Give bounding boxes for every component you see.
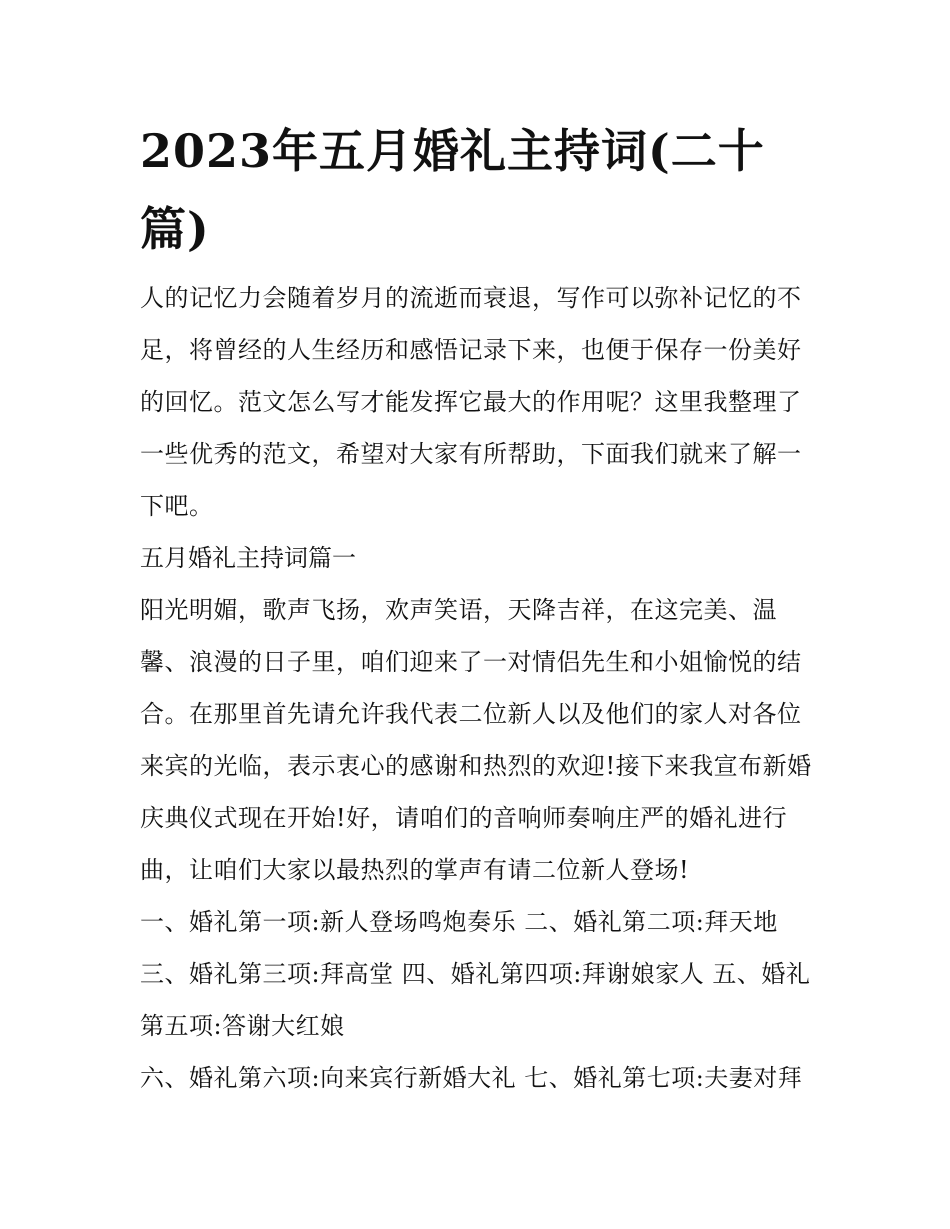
body-paragraph: 阳光明媚，歌声飞扬，欢声笑语，天降吉祥，在这完美、温馨、浪漫的日子里，咱们迎来了一对情侣先生和小姐愉悦的结合。在那里首先请允许我代表二位新人以及他们的家人对各位来宾的光临，表示衷心的感谢和热烈的欢迎!接下来我宣布新婚庆典仪式现在开始!好，请咱们的音响师奏响庄严的婚礼进行曲，让咱们大家以最热烈的掌声有请二位新人登场! — [140, 596, 812, 884]
ceremony-steps-1: 一、婚礼第一项:新人登场鸣炮奏乐 二、婚礼第二项:拜天地 — [140, 908, 778, 936]
section-heading: 五月婚礼主持词篇一 — [140, 544, 356, 572]
intro-paragraph: 人的记忆力会随着岁月的流逝而衰退，写作可以弥补记忆的不足，将曾经的人生经历和感悟记录下来，也便于保存一份美好的回忆。范文怎么写才能发挥它最大的作用呢？这里我整理了一些优秀的范文，希望对大家有所帮助，下面我们就来了解一下吧。 — [140, 284, 802, 520]
document-page — [140, 112, 812, 1104]
ceremony-steps-2: 三、婚礼第三项:拜高堂 四、婚礼第四项:拜谢娘家人 五、婚礼第五项:答谢大红娘 — [140, 960, 811, 1040]
ceremony-steps-3: 六、婚礼第六项:向来宾行新婚大礼 七、婚礼第七项:夫妻对拜 — [140, 1064, 803, 1092]
document-title: 2023年五月婚礼主持词(二十篇) — [140, 124, 765, 256]
